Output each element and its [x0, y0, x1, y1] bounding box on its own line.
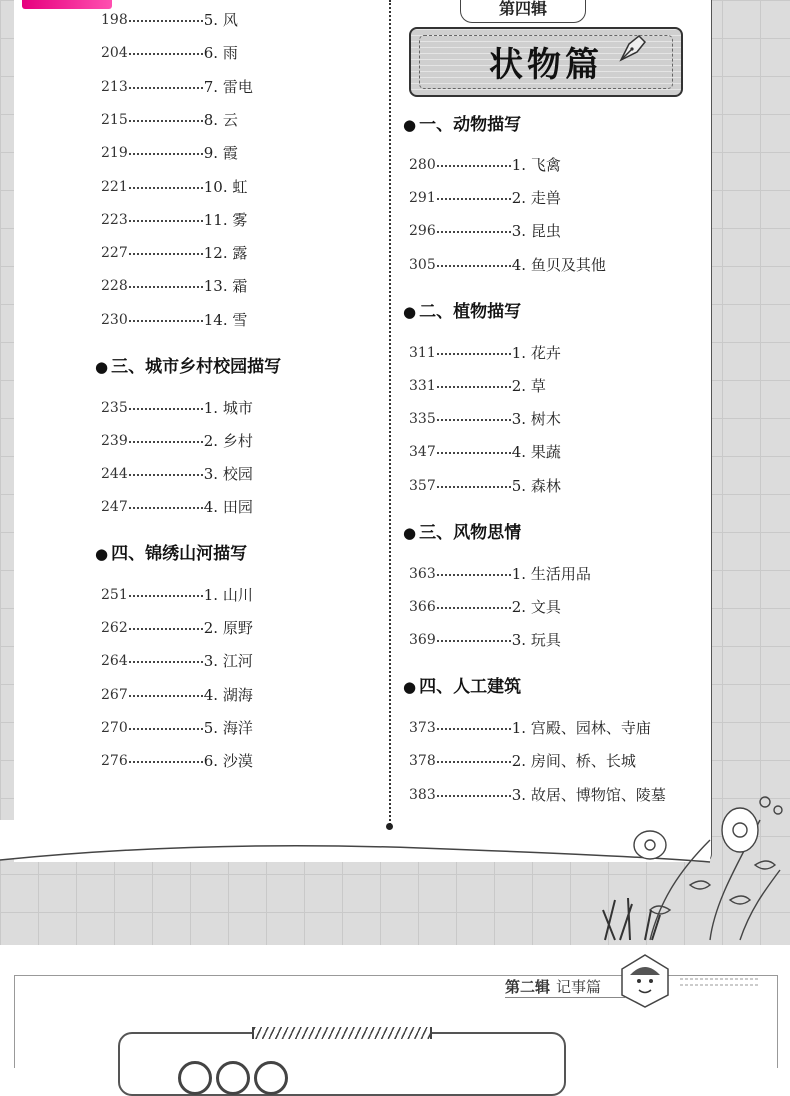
leader-dots: [129, 10, 203, 22]
leader-dots: [437, 597, 511, 609]
toc-entry[interactable]: [101, 209, 247, 231]
chapter-title: 状物篇: [489, 45, 603, 85]
entry-page: 311: [409, 345, 436, 361]
entry-title: 10. 虹: [203, 178, 248, 196]
section-heading: [403, 675, 521, 699]
entry-page: 357: [409, 478, 436, 494]
entry-page: 198: [101, 12, 128, 28]
entry-title: 1. 山川: [203, 586, 253, 604]
entry-title: 2. 原野: [203, 619, 253, 637]
section-heading: [403, 113, 521, 137]
black-circle-bullet-icon: ●: [403, 116, 417, 134]
leader-dots: [437, 409, 511, 421]
leader-dots: [129, 398, 203, 410]
toc-entry[interactable]: [409, 220, 561, 242]
next-page: [0, 945, 790, 1067]
entry-title: 6. 沙漠: [203, 752, 253, 770]
toc-entry[interactable]: [101, 717, 253, 739]
toc-entry[interactable]: [101, 76, 253, 98]
entry-title: 13. 霜: [203, 277, 248, 295]
entry-title: 7. 雷电: [203, 78, 253, 96]
entry-page: 227: [101, 245, 128, 261]
entry-title: 14. 雪: [203, 311, 248, 329]
entry-page: 373: [409, 720, 436, 736]
leader-dots: [129, 310, 203, 322]
decor-circle: [254, 1061, 288, 1095]
leader-dots: [437, 751, 511, 763]
leader-dots: [129, 177, 203, 189]
toc-entry[interactable]: [409, 563, 591, 585]
toc-entry[interactable]: [409, 441, 561, 463]
entry-page: 223: [101, 212, 128, 228]
toc-entry[interactable]: [101, 750, 253, 772]
entry-title: 5. 森林: [511, 477, 561, 495]
entry-title: 9. 霞: [203, 144, 238, 162]
leader-dots: [129, 243, 203, 255]
entry-page: 235: [101, 400, 128, 416]
toc-entry[interactable]: [409, 750, 636, 772]
decor-circle: [216, 1061, 250, 1095]
entry-title: 11. 雾: [203, 211, 248, 229]
magenta-accent-bar: [22, 0, 112, 9]
fountain-pen-icon: [615, 30, 651, 66]
leader-dots: [437, 188, 511, 200]
entry-title: 4. 鱼贝及其他: [511, 256, 606, 274]
entry-page: 383: [409, 787, 436, 803]
hatched-tab: [252, 1027, 432, 1039]
entry-title: 3. 故居、博物馆、陵墓: [511, 786, 666, 804]
entry-title: 3. 校园: [203, 465, 253, 483]
section-heading: [95, 542, 247, 566]
entry-page: 221: [101, 179, 128, 195]
entry-title: 2. 走兽: [511, 189, 561, 207]
entry-page: 244: [101, 466, 128, 482]
entry-page: 366: [409, 599, 436, 615]
black-circle-bullet-icon: ●: [403, 524, 417, 542]
entry-page: 296: [409, 223, 436, 239]
section-heading: [403, 521, 521, 545]
toc-entry[interactable]: [409, 629, 561, 651]
black-circle-bullet-icon: ●: [403, 678, 417, 696]
entry-title: 4. 田园: [203, 498, 253, 516]
leader-dots: [129, 77, 203, 89]
leader-dots: [129, 651, 203, 663]
entry-page: 363: [409, 566, 436, 582]
entry-title: 2. 房间、桥、长城: [511, 752, 636, 770]
leader-dots: [129, 685, 203, 697]
toc-entry[interactable]: [101, 176, 247, 198]
toc-entry[interactable]: [409, 375, 546, 397]
section-heading-text: 三、城市乡村校园描写: [111, 357, 282, 377]
leader-dots: [437, 155, 511, 167]
black-circle-bullet-icon: ●: [95, 545, 109, 563]
toc-entry[interactable]: [101, 650, 253, 672]
cartoon-face-icon: [618, 953, 672, 1009]
next-page-header: [505, 976, 601, 997]
leader-dots: [437, 564, 511, 576]
entry-title: 3. 江河: [203, 652, 253, 670]
entry-page: 264: [101, 653, 128, 669]
entry-title: 5. 海洋: [203, 719, 253, 737]
entry-page: 230: [101, 312, 128, 328]
entry-page: 204: [101, 45, 128, 61]
section-heading-text: 三、风物思情: [419, 523, 522, 543]
entry-page: 213: [101, 79, 128, 95]
leader-dots: [129, 618, 203, 630]
entry-page: 215: [101, 112, 128, 128]
toc-entry[interactable]: [101, 397, 253, 419]
column-divider: [389, 0, 391, 825]
entry-page: 239: [101, 433, 128, 449]
entry-page: 219: [101, 145, 128, 161]
leader-dots: [129, 718, 203, 730]
entry-title: 3. 树木: [511, 410, 561, 428]
leader-dots: [129, 431, 203, 443]
decor-circle: [178, 1061, 212, 1095]
toc-entry[interactable]: [101, 42, 238, 64]
leader-dots: [437, 630, 511, 642]
divider-end-dot: [386, 823, 393, 830]
toc-entry[interactable]: [101, 584, 253, 606]
entry-title: 1. 城市: [203, 399, 253, 417]
toc-entry[interactable]: [101, 142, 238, 164]
toc-entry[interactable]: [101, 430, 253, 452]
entry-title: 5. 风: [203, 11, 238, 29]
leader-dots: [437, 343, 511, 355]
leader-dots: [437, 785, 511, 797]
header-decor-lines: [680, 973, 760, 993]
entry-title: 12. 露: [203, 244, 248, 262]
toc-entry[interactable]: [101, 275, 247, 297]
entry-page: 267: [101, 687, 128, 703]
leader-dots: [129, 210, 203, 222]
toc-entry[interactable]: [101, 463, 253, 485]
entry-page: 369: [409, 632, 436, 648]
entry-title: 3. 玩具: [511, 631, 561, 649]
leader-dots: [437, 442, 511, 454]
entry-page: 251: [101, 587, 128, 603]
entry-page: 280: [409, 157, 436, 173]
entry-page: 262: [101, 620, 128, 636]
leader-dots: [437, 376, 511, 388]
entry-title: 3. 昆虫: [511, 222, 561, 240]
entry-page: 335: [409, 411, 436, 427]
entry-title: 8. 云: [203, 111, 238, 129]
leader-dots: [129, 110, 203, 122]
leader-dots: [129, 751, 203, 763]
entry-page: 228: [101, 278, 128, 294]
section-heading: [403, 300, 521, 324]
entry-title: 1. 宫殿、园林、寺庙: [511, 719, 651, 737]
next-page-chapter: 第二辑: [505, 978, 551, 996]
entry-title: 2. 草: [511, 377, 546, 395]
leader-dots: [129, 464, 203, 476]
chapter-tag: 第四辑: [460, 0, 586, 23]
entry-title: 1. 生活用品: [511, 565, 591, 583]
black-circle-bullet-icon: ●: [403, 303, 417, 321]
entry-page: 347: [409, 444, 436, 460]
toc-entry[interactable]: [101, 109, 238, 131]
leader-dots: [437, 255, 511, 267]
section-heading-text: 四、锦绣山河描写: [111, 544, 248, 564]
toc-entry[interactable]: [101, 684, 253, 706]
entry-page: 331: [409, 378, 436, 394]
leader-dots: [129, 276, 203, 288]
toc-entry[interactable]: [409, 475, 561, 497]
toc-entry[interactable]: [409, 254, 606, 276]
section-heading-text: 二、植物描写: [419, 302, 522, 322]
header-rule: [505, 997, 625, 998]
entry-title: 2. 乡村: [203, 432, 253, 450]
section-heading-text: 四、人工建筑: [419, 677, 522, 697]
entry-title: 4. 果蔬: [511, 443, 561, 461]
toc-entry[interactable]: [101, 309, 247, 331]
toc-entry[interactable]: [101, 496, 253, 518]
toc-entry[interactable]: [409, 717, 651, 739]
entry-title: 4. 湖海: [203, 686, 253, 704]
leader-dots: [129, 585, 203, 597]
leader-dots: [437, 718, 511, 730]
flower-decoration-icon: [590, 790, 790, 945]
entry-page: 247: [101, 499, 128, 515]
leader-dots: [129, 143, 203, 155]
toc-entry[interactable]: [409, 596, 561, 618]
entry-page: 276: [101, 753, 128, 769]
toc-entry[interactable]: [409, 187, 561, 209]
section-heading-text: 一、动物描写: [419, 115, 522, 135]
entry-page: 378: [409, 753, 436, 769]
leader-dots: [437, 221, 511, 233]
section-heading: [95, 355, 281, 379]
entry-page: 305: [409, 257, 436, 273]
leader-dots: [129, 43, 203, 55]
toc-entry[interactable]: [409, 342, 561, 364]
toc-entry[interactable]: [409, 154, 561, 176]
entry-page: 270: [101, 720, 128, 736]
toc-entry[interactable]: [101, 617, 253, 639]
entry-title: 2. 文具: [511, 598, 561, 616]
leader-dots: [129, 497, 203, 509]
entry-title: 6. 雨: [203, 44, 238, 62]
toc-entry[interactable]: [101, 9, 238, 31]
black-circle-bullet-icon: ●: [95, 358, 109, 376]
next-page-chapter-sub: 记事篇: [556, 978, 602, 996]
entry-title: 1. 飞禽: [511, 156, 561, 174]
entry-title: 1. 花卉: [511, 344, 561, 362]
leader-dots: [437, 476, 511, 488]
entry-page: 291: [409, 190, 436, 206]
toc-entry[interactable]: [409, 408, 561, 430]
toc-entry[interactable]: [101, 242, 247, 264]
